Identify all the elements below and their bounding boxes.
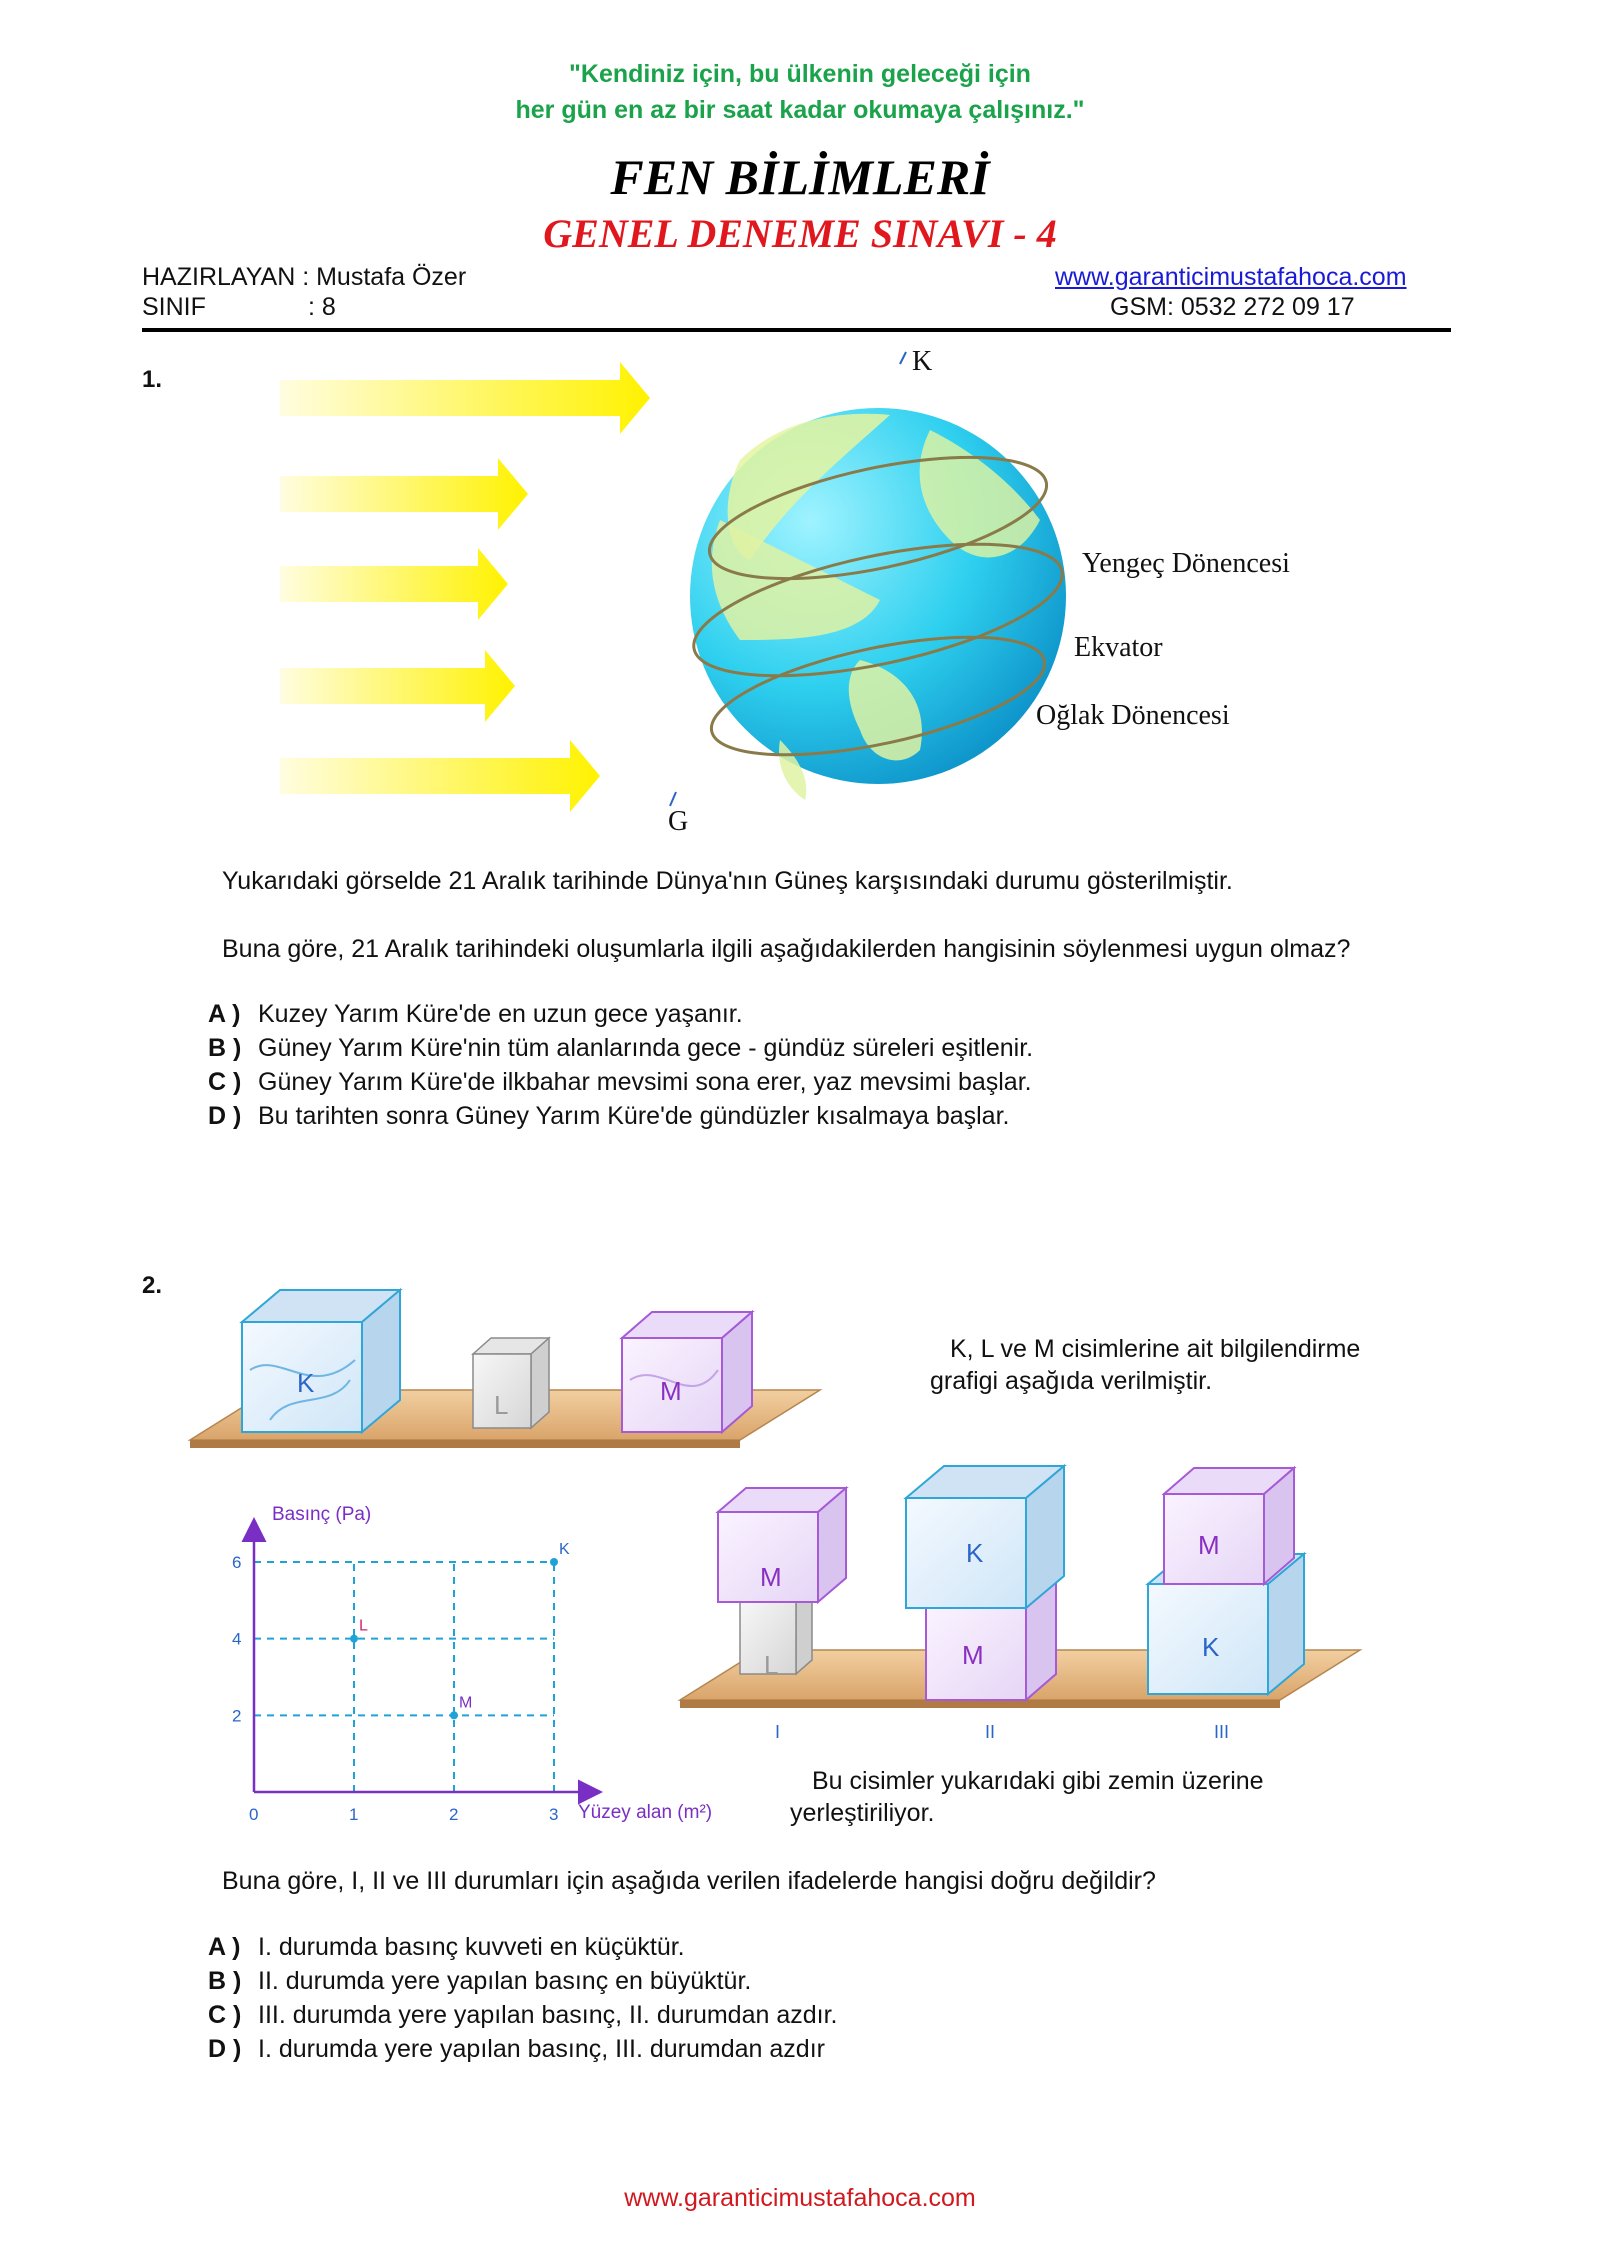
motto-line-2: her gün en az bir saat kadar okumaya çalışınız." <box>515 96 1085 124</box>
option-text: Güney Yarım Küre'nin tüm alanlarında gece - gündüz süreleri eşitlenir. <box>258 1034 1034 1062</box>
label-ekvator: Ekvator <box>1074 632 1163 663</box>
block-k-top <box>242 1290 400 1432</box>
case-label-2: II <box>985 1722 996 1742</box>
data-label-l: L <box>359 1617 368 1635</box>
case-3-stack <box>1148 1468 1304 1694</box>
case-2-stack <box>906 1466 1064 1700</box>
block-label-m-case2: M <box>962 1640 984 1670</box>
x-tick-label: 1 <box>349 1805 359 1824</box>
label-yengec: Yengeç Dönencesi <box>1082 548 1290 579</box>
block-label-m-case1: M <box>760 1562 782 1592</box>
block-label-l-case1: L <box>764 1650 779 1680</box>
q2-option-c[interactable] <box>208 1998 837 2032</box>
question-2-number: 2. <box>142 1272 163 1299</box>
data-label-k: K <box>559 1541 570 1558</box>
q2-info-line-1: K, L ve M cisimlerine ait bilgilendirme <box>950 1335 1361 1363</box>
option-letter: C ) <box>208 1068 242 1096</box>
y-tick-label: 2 <box>232 1706 242 1726</box>
q2-info-line-2: grafigi aşağıda verilmiştir. <box>930 1367 1213 1395</box>
exam-subtitle: GENEL DENEME SINAVI - 4 <box>543 211 1057 256</box>
q1-options <box>208 997 1033 1133</box>
question-1-number: 1. <box>142 366 163 393</box>
q2-placement-line-2: yerleştiriliyor. <box>790 1799 935 1827</box>
q2-option-d[interactable] <box>208 2032 837 2066</box>
website-link[interactable]: www.garanticimustafahoca.com <box>1055 263 1407 291</box>
motto-line-1: "Kendiniz için, bu ülkenin geleceği için <box>569 60 1031 88</box>
chart-grid <box>254 1562 554 1792</box>
option-text: Güney Yarım Küre'de ilkbahar mevsimi sona erer, yaz mevsimi başlar. <box>258 1068 1032 1096</box>
chart-ticks <box>232 1553 558 1824</box>
q2-options <box>208 1930 837 2066</box>
option-letter: D ) <box>208 2035 242 2063</box>
option-text: I. durumda yere yapılan basınç, III. durumdan azdır <box>258 2035 825 2063</box>
data-point-l <box>350 1635 358 1643</box>
footer-website[interactable]: www.garanticimustafahoca.com <box>624 2184 976 2212</box>
class-value: : 8 <box>308 293 336 321</box>
q1-option-d[interactable] <box>208 1099 1033 1133</box>
option-text: Kuzey Yarım Küre'de en uzun gece yaşanır. <box>258 1000 743 1028</box>
x-axis-label: Yüzey alan (m²) <box>578 1802 713 1823</box>
data-label-m: M <box>459 1694 473 1712</box>
phone: GSM: 0532 272 09 17 <box>1110 293 1355 321</box>
x-tick-label: 3 <box>549 1805 559 1824</box>
block-label-k-case3: K <box>1202 1632 1220 1662</box>
option-text: II. durumda yere yapılan basınç en büyüktür. <box>258 1967 752 1995</box>
option-letter: B ) <box>208 1967 242 1995</box>
option-letter: D ) <box>208 1102 242 1130</box>
block-label-l-top: L <box>494 1390 509 1420</box>
q1-option-c[interactable] <box>208 1065 1033 1099</box>
block-label-m-top: M <box>660 1376 682 1406</box>
y-tick-label: 4 <box>232 1629 242 1649</box>
option-text: I. durumda basınç kuvveti en küçüktür. <box>258 1933 685 1961</box>
x-tick-label: 2 <box>449 1805 459 1824</box>
q1-intro: Yukarıdaki görselde 21 Aralık tarihinde Dünya'nın Güneş karşısındaki durumu gösterilmiştir. <box>222 867 1233 895</box>
y-tick-label: 6 <box>232 1553 242 1572</box>
block-l-top <box>473 1338 549 1428</box>
q1-option-b[interactable] <box>208 1031 1033 1065</box>
option-text: III. durumda yere yapılan basınç, II. durumdan azdır. <box>258 2001 838 2029</box>
option-letter: A ) <box>208 1933 241 1961</box>
q2-placement-line-1: Bu cisimler yukarıdaki gibi zemin üzerine <box>812 1767 1264 1795</box>
block-label-m-case3: M <box>1198 1530 1220 1560</box>
label-k: K <box>912 346 933 377</box>
case-label-3: III <box>1214 1722 1230 1742</box>
page-title: FEN BİLİMLERİ <box>610 149 990 205</box>
class-label: SINIF <box>142 293 206 321</box>
label-oglak: Oğlak Dönencesi <box>1036 700 1230 731</box>
data-point-m <box>450 1711 458 1719</box>
option-text: Bu tarihten sonra Güney Yarım Küre'de gündüzler kısalmaya başlar. <box>258 1102 1010 1130</box>
block-m-top <box>622 1312 752 1432</box>
q1-option-a[interactable] <box>208 997 1033 1031</box>
earth-illustration <box>140 340 1320 850</box>
chart-points <box>350 1541 570 1719</box>
option-letter: A ) <box>208 1000 241 1028</box>
q2-option-b[interactable] <box>208 1964 837 1998</box>
data-point-k <box>550 1558 558 1566</box>
header-divider <box>142 328 1451 332</box>
author: HAZIRLAYAN : Mustafa Özer <box>142 263 467 291</box>
block-label-k-case2: K <box>966 1538 984 1568</box>
q2-question: Buna göre, I, II ve III durumları için aşağıda verilen ifadelerde hangisi doğru değildir? <box>222 1867 1156 1895</box>
q1-question: Buna göre, 21 Aralık tarihindeki oluşumlarla ilgili aşağıdakilerden hangisinin söylenmesi uygun olmaz? <box>222 935 1351 963</box>
case-label-1: I <box>775 1722 781 1742</box>
sun-rays <box>280 362 650 812</box>
block-label-k-top: K <box>297 1368 315 1398</box>
label-g: G <box>668 806 689 837</box>
y-axis-label: Basınç (Pa) <box>272 1504 372 1525</box>
option-letter: C ) <box>208 2001 242 2029</box>
option-letter: B ) <box>208 1034 242 1062</box>
pressure-area-chart <box>180 1490 760 1840</box>
q2-option-a[interactable] <box>208 1930 837 1964</box>
x-tick-label: 0 <box>249 1805 259 1824</box>
